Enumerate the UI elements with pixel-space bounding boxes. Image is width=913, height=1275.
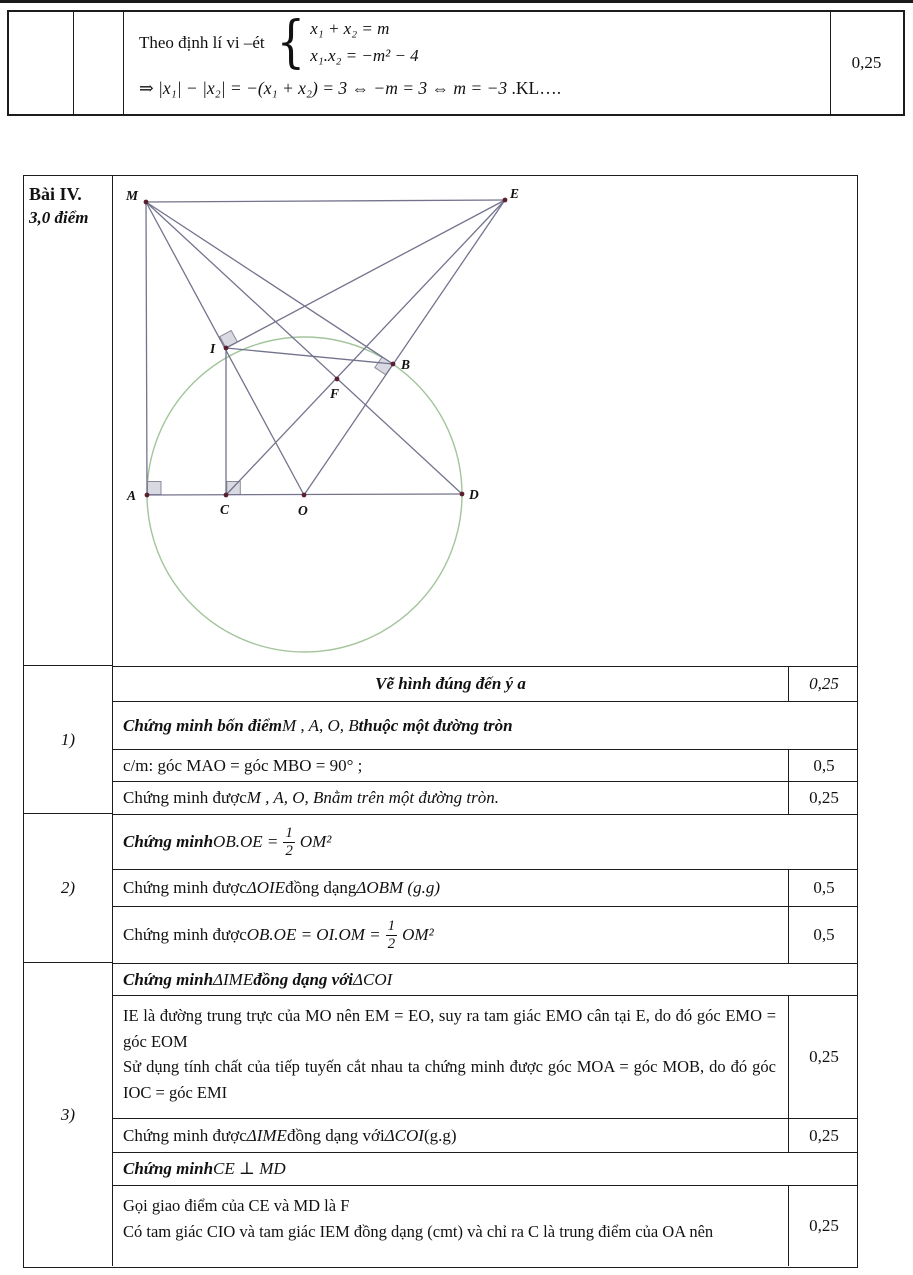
part2-step2-lead: Chứng minh được bbox=[123, 925, 247, 944]
part2-step1-lead: Chứng minh được bbox=[123, 878, 247, 897]
score-cell: 0,5 bbox=[788, 907, 858, 963]
conclusion-math: |x₁| − |x₂| = −(x₁ + x₂) = 3 ⇔ −m = 3 ⇔ m = −3 bbox=[158, 78, 508, 99]
page-top-edge-line bbox=[0, 0, 913, 3]
fraction-numerator: 1 bbox=[285, 825, 293, 841]
score-cell: 0,5 bbox=[788, 750, 858, 781]
part3-step2-tail: (g.g) bbox=[423, 1125, 457, 1145]
part1-header-tail: thuộc một đường tròn bbox=[358, 715, 513, 735]
vieta-solution-cell bbox=[123, 12, 830, 114]
part2-step1-mid: đồng dạng bbox=[285, 878, 357, 897]
fraction-denominator: 2 bbox=[387, 935, 396, 952]
part1-step2-text bbox=[113, 782, 788, 814]
score-cell: 0,25 bbox=[788, 996, 858, 1118]
vieta-solution-table bbox=[7, 10, 905, 116]
part3-step1-line1: IE là đường trung trực của MO nên EM = EO, suy ra tam giác EMO cân tại E, do đó góc EMO = góc EOM bbox=[123, 1006, 776, 1051]
point-I bbox=[224, 346, 229, 351]
part3-header-math1: ΔIME bbox=[213, 969, 254, 989]
part3-header-math2: ΔCOI bbox=[353, 969, 393, 989]
part3-step2-math2: ΔCOI bbox=[384, 1125, 424, 1145]
part3-step3-line2: Có tam giác CIO và tam giác IEM đồng dạng (cmt) và chỉ ra C là trung điểm của OA nên bbox=[123, 1221, 714, 1241]
segment-MB bbox=[146, 202, 393, 364]
row-part2-header bbox=[113, 814, 858, 869]
part3-step3-line1: Gọi giao điểm của CE và MD là F bbox=[123, 1196, 350, 1215]
part3-step3-text bbox=[113, 1186, 788, 1266]
part3-header2-math: CE ⊥ MD bbox=[213, 1159, 286, 1178]
label-B: B bbox=[401, 357, 411, 372]
problem-points: 3,0 điểm bbox=[29, 208, 89, 227]
part2-header-lead: Chứng minh bbox=[123, 832, 214, 851]
part3-header-text bbox=[113, 964, 858, 995]
score-cell: 0,25 bbox=[788, 782, 858, 814]
problem-label: Bài IV. bbox=[29, 184, 82, 204]
part1-header-text bbox=[113, 702, 858, 749]
point-F bbox=[335, 377, 340, 382]
part2-step2-math: OB.OE = OI.OM = bbox=[246, 925, 381, 944]
point-D bbox=[460, 492, 465, 497]
part3-step2-lead: Chứng minh được bbox=[123, 1125, 247, 1145]
label-I: I bbox=[210, 341, 216, 356]
row-part1-header bbox=[113, 701, 858, 749]
fraction-numerator: 1 bbox=[387, 918, 396, 934]
label-A: A bbox=[127, 488, 137, 503]
part3-step1-line2: Sử dụng tính chất của tiếp tuyến cắt nhau ta chứng minh được góc MOA = góc MOB, do đó góc IOC = góc EMI bbox=[123, 1057, 776, 1102]
point-A bbox=[145, 493, 150, 498]
draw-figure-text: Vẽ hình đúng đến ý a bbox=[375, 674, 526, 693]
part1-step2-tail: nằm trên một đường tròn. bbox=[323, 788, 500, 807]
right-angle-at-B bbox=[375, 357, 393, 375]
part3-step1-text bbox=[113, 996, 788, 1118]
point-C bbox=[224, 493, 229, 498]
part3-step2-text bbox=[113, 1119, 788, 1152]
implies-symbol: ⇒ bbox=[139, 78, 159, 99]
score-cell: 0,25 bbox=[788, 667, 858, 701]
fraction-one-half bbox=[386, 918, 398, 952]
part1-step1-text: c/m: góc MAO = góc MBO = 90° ; bbox=[123, 755, 363, 775]
score-cell: 0,25 bbox=[788, 1119, 858, 1152]
fraction-one-half bbox=[283, 825, 295, 859]
score-cell: 0,5 bbox=[788, 870, 858, 906]
point-B bbox=[391, 362, 396, 367]
vieta-system-line bbox=[139, 10, 830, 75]
right-angle-at-A bbox=[148, 482, 162, 495]
part1-step2-math: M , A, O, B bbox=[246, 788, 324, 807]
conclusion-tail: .KL…. bbox=[507, 78, 562, 99]
equation-system bbox=[310, 19, 418, 66]
row-part3-step1 bbox=[113, 995, 858, 1118]
problem-label-cell bbox=[24, 176, 112, 666]
part3-header-mid: đồng dạng với bbox=[253, 969, 354, 989]
part2-header-tail: OM² bbox=[299, 832, 332, 851]
part2-step2-text bbox=[113, 907, 788, 963]
segment-OE-through-B bbox=[304, 200, 505, 495]
row-part1-step2 bbox=[113, 781, 858, 814]
segment-ME bbox=[146, 200, 505, 202]
left-label-column bbox=[24, 176, 113, 1266]
fraction-denominator: 2 bbox=[285, 842, 293, 859]
part2-step1-math2: ΔOBM (g.g) bbox=[356, 878, 440, 897]
part3-step2-math1: ΔIME bbox=[246, 1125, 287, 1145]
part3-header-lead: Chứng minh bbox=[123, 969, 214, 989]
segment-IE bbox=[226, 200, 505, 348]
part1-header-math: M , A, O, B bbox=[282, 715, 359, 735]
label-O: O bbox=[298, 503, 308, 518]
label-M: M bbox=[126, 188, 139, 203]
segment-MD-through-F bbox=[146, 202, 462, 494]
part2-step1-math1: ΔOIE bbox=[246, 878, 286, 897]
conclusion-line bbox=[139, 78, 830, 99]
part2-step1-text bbox=[113, 870, 788, 906]
row-part3-step3 bbox=[113, 1185, 858, 1266]
vieta-label: Theo định lí vi –ét bbox=[139, 32, 265, 52]
part3-label: 3) bbox=[60, 1104, 76, 1124]
part1-header-lead: Chứng minh bốn điểm bbox=[123, 715, 282, 735]
equation-2: x₁.x₂ = −m² − 4 bbox=[310, 46, 419, 66]
label-C: C bbox=[220, 502, 230, 517]
row-part2-step2 bbox=[113, 906, 858, 963]
part2-header-text bbox=[113, 815, 858, 869]
row-part3-header bbox=[113, 963, 858, 995]
row-part1-step1 bbox=[113, 749, 858, 781]
problem4-rubric-table bbox=[23, 175, 858, 1268]
brace-glyph: { bbox=[276, 10, 305, 75]
row-part3-step2 bbox=[113, 1118, 858, 1152]
right-angle-at-I bbox=[220, 331, 238, 349]
label-D: D bbox=[469, 487, 479, 502]
point-M bbox=[144, 200, 149, 205]
part1-step2-lead: Chứng minh được bbox=[123, 788, 247, 807]
segment-CE-through-F bbox=[226, 200, 505, 495]
part2-step2-tail: OM² bbox=[402, 925, 434, 944]
part1-label: 1) bbox=[24, 666, 112, 814]
geometry-figure bbox=[113, 176, 858, 666]
score-cell: 0,25 bbox=[788, 1186, 858, 1266]
label-E: E bbox=[510, 186, 520, 201]
equation-1: x₁ + x₂ = m bbox=[310, 19, 390, 39]
part3-header2-lead: Chứng minh bbox=[123, 1159, 214, 1178]
geometry-figure-cell bbox=[113, 176, 858, 666]
score-cell: 0,25 bbox=[851, 53, 882, 72]
row-part3-header2 bbox=[113, 1152, 858, 1185]
part2-header-math: OB.OE = bbox=[213, 832, 279, 851]
label-F: F bbox=[330, 386, 340, 401]
part3-header2-text bbox=[113, 1153, 858, 1185]
segment-MA bbox=[146, 202, 147, 495]
point-E bbox=[503, 198, 508, 203]
row-draw-figure bbox=[113, 666, 858, 701]
part3-step2-mid: đồng dạng với bbox=[286, 1125, 385, 1145]
part2-label: 2) bbox=[24, 814, 112, 963]
table-divider bbox=[73, 12, 74, 114]
rubric-content-column bbox=[113, 176, 858, 1266]
point-O bbox=[302, 493, 307, 498]
row-part2-step1 bbox=[113, 869, 858, 906]
